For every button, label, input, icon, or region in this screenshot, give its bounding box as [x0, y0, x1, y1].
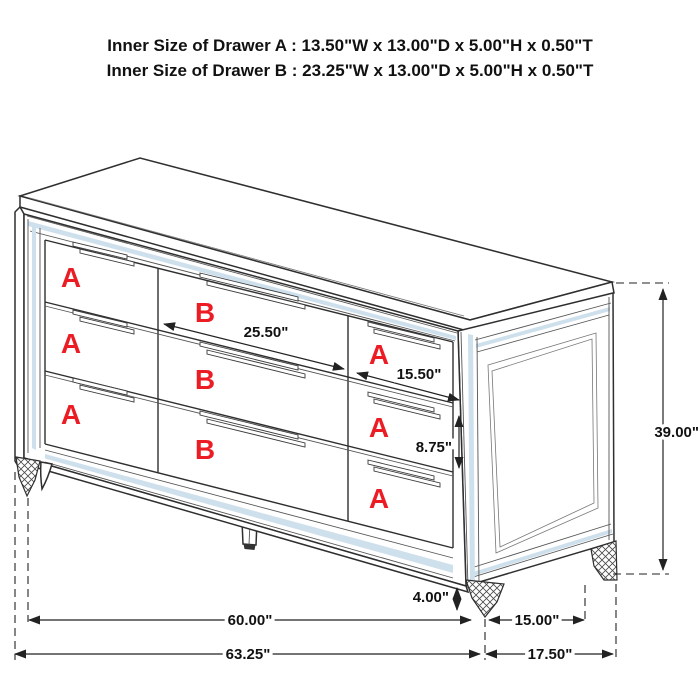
dimension-text-leg-height: 4.00": [412, 589, 449, 606]
left-accent-strip: [32, 222, 36, 450]
front-left-leg: [16, 457, 52, 496]
front-left-leg-cone: [16, 457, 40, 496]
drawer-b-spec: Inner Size of Drawer B : 23.25"W x 13.00"D x 5.00"H x 0.50"T: [106, 61, 594, 80]
dimension-text-front-leg-spacing: 60.00": [227, 612, 273, 629]
label-drawer-a-r2c1: A: [60, 328, 82, 359]
label-drawer-a-r3c3: A: [368, 483, 390, 514]
dimension-text-side-leg-spacing: 15.00": [514, 612, 560, 629]
side-panel: [458, 293, 614, 586]
dimension-text-overall-height: 39.00": [654, 424, 699, 441]
label-drawer-b-r3c2: B: [194, 434, 216, 465]
dimension-text-overall-depth: 17.50": [527, 646, 573, 663]
dimension-text-overall-width: 63.25": [225, 646, 271, 663]
front-right-leg: [466, 580, 504, 617]
label-drawer-b-r1c2: B: [194, 297, 216, 328]
left-side-sliver: [15, 207, 24, 466]
label-drawer-a-r1c3: A: [368, 339, 390, 370]
front-left-leg-bracket: [41, 462, 52, 489]
dimension-text-drawer-height: 8.75": [415, 439, 452, 456]
drawer-a-spec: Inner Size of Drawer A : 13.50"W x 13.00"D x 5.00"H x 0.50"T: [107, 36, 593, 55]
label-drawer-a-r2c3: A: [368, 412, 390, 443]
label-drawer-a-r1c1: A: [60, 262, 82, 293]
label-drawer-a-r3c1: A: [60, 399, 82, 430]
front-right-leg-cone: [466, 580, 504, 617]
label-drawer-b-r2c2: B: [194, 364, 216, 395]
center-leg-foot: [244, 544, 256, 550]
dimension-text-drawer-b-width: 25.50": [243, 324, 289, 341]
dimension-text-drawer-a-width: 15.50": [396, 366, 442, 383]
side-panel-face: [458, 293, 614, 586]
